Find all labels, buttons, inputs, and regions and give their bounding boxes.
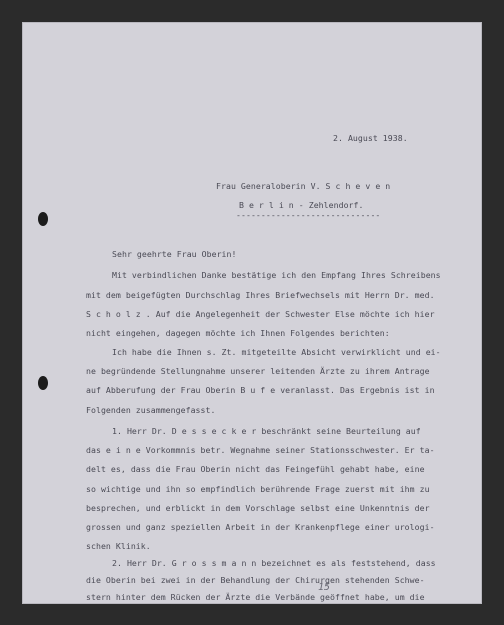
body-line: Ich habe die Ihnen s. Zt. mitgeteilte Absicht verwirklicht und ei- <box>112 347 441 357</box>
recipient-city: B e r l i n - Zehlendorf. <box>239 200 364 210</box>
body-line: delt es, dass die Frau Oberin nicht das Feingefühl gehabt habe, eine <box>86 464 425 474</box>
body-line: das e i n e Vorkommnis betr. Wegnahme seiner Stationsschwester. Er ta- <box>86 445 435 455</box>
punch-hole-bottom <box>38 376 48 390</box>
body-line: 2. Herr Dr. G r o s s m a n n bezeichnet es als feststehend, dass <box>112 558 436 568</box>
body-line: die Oberin bei zwei in der Behandlung der Chirurgen stehenden Schwe- <box>86 575 425 585</box>
body-line: besprechen, und erblickt in dem Vorschlage selbst eine Unkenntnis der <box>86 503 430 513</box>
body-line: ne begründende Stellungnahme unserer leitenden Ärzte zu ihrem Antrage <box>86 366 430 376</box>
recipient-name: Frau Generaloberin V. S c h e v e n <box>216 181 391 191</box>
body-line: stern hinter dem Rücken der Ärzte die Verbände geöffnet habe, um die <box>86 592 425 602</box>
body-line: schen Klinik. <box>86 541 151 551</box>
body-line: Folgenden zusammengefasst. <box>86 405 216 415</box>
body-line: so wichtige und ihn so empfindlich berührende Frage zuerst mit ihm zu <box>86 484 430 494</box>
body-line: 1. Herr Dr. D e s s e c k e r beschränkt seine Beurteilung auf <box>112 426 421 436</box>
body-line: S c h o l z . Auf die Angelegenheit der Schwester Else möchte ich hier <box>86 309 435 319</box>
recipient-underline: ----------------------------- <box>236 210 381 220</box>
body-line: grossen und ganz speziellen Arbeit in der Krankenpflege einer urologi- <box>86 522 435 532</box>
body-line: Mit verbindlichen Danke bestätige ich den Empfang Ihres Schreibens <box>112 270 441 280</box>
page-number: 15 <box>318 582 331 593</box>
salutation: Sehr geehrte Frau Oberin! <box>112 249 237 259</box>
punch-hole-top <box>38 212 48 226</box>
body-line: auf Abberufung der Frau Oberin B u f e veranlasst. Das Ergebnis ist in <box>86 385 435 395</box>
letter-date: 2. August 1938. <box>333 133 408 143</box>
body-line: mit dem beigefügten Durchschlag Ihres Briefwechsels mit Herrn Dr. med. <box>86 290 435 300</box>
body-line: nicht eingehen, dagegen möchte ich Ihnen Folgendes berichten: <box>86 328 390 338</box>
